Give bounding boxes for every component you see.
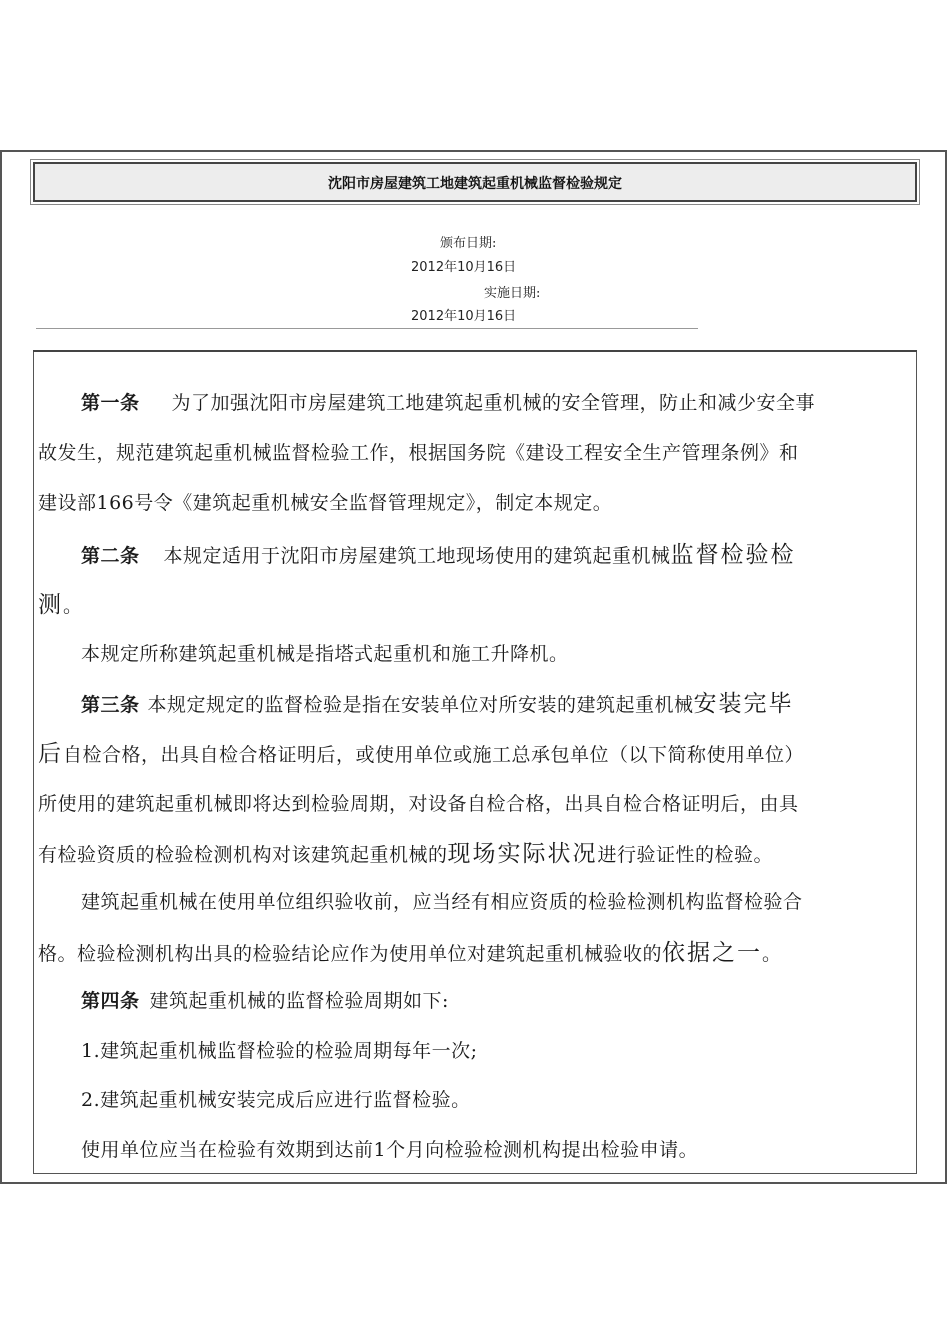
article-3-paragraph-2-line-2: 格。检验检测机构出具的检验结论应作为使用单位对建筑起重机械验收的依据之一。 [38,940,782,966]
article-1-line-1: 第一条 为了加强沈阳市房屋建筑工地建筑起重机械的安全管理，防止和减少安全事 [81,392,816,414]
article-4-heading: 第四条 [81,990,140,1012]
article-3-heading: 第三条 [81,694,140,716]
issue-date-label: 颁布日期: [440,236,497,251]
page-title: 沈阳市房屋建筑工地建筑起重机械监督检验规定 [328,176,622,192]
effective-date-label: 实施日期: [484,286,541,301]
article-2-paragraph-2: 本规定所称建筑起重机械是指塔式起重机和施工升降机。 [81,643,569,665]
divider [36,328,698,329]
article-4-paragraph-2: 使用单位应当在检验有效期到达前1个月向检验检测机构提出检验申请。 [81,1139,699,1161]
issue-date: 2012年10月16日 [411,260,517,275]
article-1-heading: 第一条 [81,392,140,414]
effective-date: 2012年10月16日 [411,309,517,324]
article-2-line-2: 测。 [38,592,83,618]
article-3-line-3: 所使用的建筑起重机械即将达到检验周期，对设备自检合格，出具自检合格证明后，由具 [38,793,799,815]
article-2-heading: 第二条 [81,545,140,567]
article-3-line-4: 有检验资质的检验检测机构对该建筑起重机械的现场实际状况进行验证性的检验。 [38,841,774,867]
article-4-item-1: 1.建筑起重机械监督检验的检验周期每年一次; [81,1040,478,1062]
article-4-item-2: 2.建筑起重机械安装完成后应进行监督检验。 [81,1089,471,1111]
article-4-line-1: 第四条 建筑起重机械的监督检验周期如下: [81,990,449,1012]
article-3-paragraph-2-line-1: 建筑起重机械在使用单位组织验收前，应当经有相应资质的检验检测机构监督检验合 [81,891,803,913]
content-frame-top [33,350,917,352]
title-bar [33,162,917,202]
article-1-line-3: 建设部166号令《建筑起重机械安全监督管理规定》，制定本规定。 [38,492,613,514]
article-1-line-2: 故发生，规范建筑起重机械监督检验工作，根据国务院《建设工程安全生产管理条例》和 [38,442,799,464]
article-3-line-1: 第三条 本规定规定的监督检验是指在安装单位对所安装的建筑起重机械安装完毕 [81,691,794,717]
article-3-line-2: 后自检合格，出具自检合格证明后，或使用单位或施工总承包单位（以下简称使用单位） [38,741,805,767]
article-2-line-1: 第二条 本规定适用于沈阳市房屋建筑工地现场使用的建筑起重机械监督检验检 [81,542,796,568]
